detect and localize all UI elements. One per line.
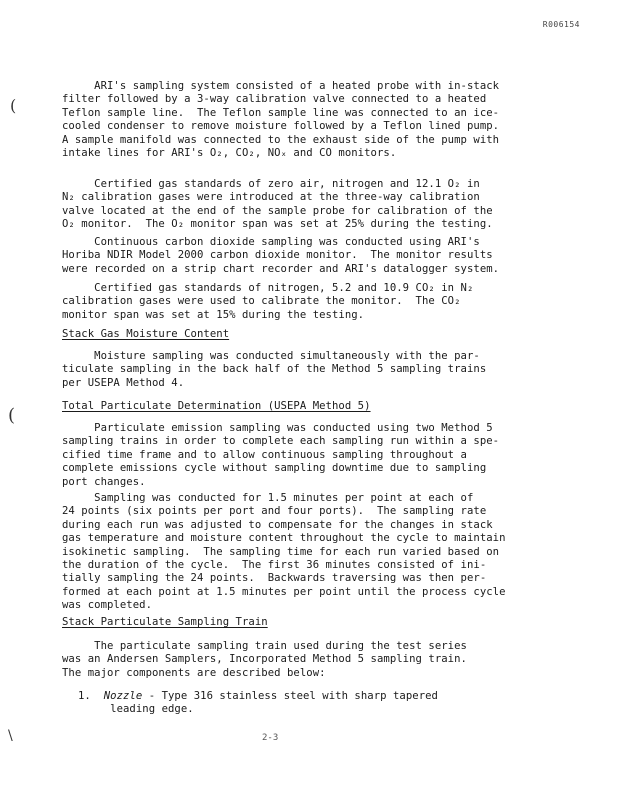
- document-id: R006154: [542, 20, 580, 29]
- paragraph-co2-calibration: Certified gas standards of nitrogen, 5.2 and 10.9 CO₂ in N₂ calibration gases were used to calibrate the monitor. The CO₂ monitor span was set at 15% during the testing.: [62, 282, 474, 321]
- paragraph-sampling-train: The particulate sampling train used during the test series was an Andersen Samplers, Incorporated Method 5 sampling train. The major components are described below:: [62, 640, 467, 679]
- margin-mark: \: [8, 728, 13, 744]
- heading-sampling-train: Stack Particulate Sampling Train: [62, 616, 268, 628]
- heading-moisture: Stack Gas Moisture Content: [62, 328, 230, 340]
- heading-particulate: Total Particulate Determination (USEPA Method 5): [62, 400, 371, 412]
- list-item-text: - Type 316 stainless steel with sharp tapered leading edge.: [110, 690, 438, 716]
- paragraph-moisture: Moisture sampling was conducted simultaneously with the par- ticulate sampling in the back half of the Method 5 sampling trains per USEPA Method 4.: [62, 350, 487, 389]
- paragraph-o2-calibration: Certified gas standards of zero air, nitrogen and 12.1 O₂ in N₂ calibration gases were introduced at the three-way calibration valve located at the end of the sample probe for calibration of the O₂ monitor. The O₂ monitor span was set at 25% during the testing.: [62, 178, 493, 231]
- list-item-number: 1.: [78, 690, 91, 702]
- paragraph-particulate-2: Sampling was conducted for 1.5 minutes per point at each of 24 points (six points per port and four ports). The sampling rate during each run was adjusted to compensate for the changes in stack gas temperature and moisture content throughout the cycle to maintain isokinetic sampling. The sampling time for each run varied based on the duration of the cycle. The first 36 minutes consisted of ini- tially sampling the 24 points. Backwards traversing was then per- formed at each point at 1.5 minutes per point until the process cycle was completed.: [62, 492, 506, 612]
- list-item-term: Nozzle: [103, 690, 143, 702]
- paragraph-sampling-system: ARI's sampling system consisted of a heated probe with in-stack filter followed by a 3-way calibration valve connected to a heated Teflon sample line. The Teflon sample line was connected to an ice- cooled condenser to remove moisture followed by a Teflon lined pump. A sample manifold was connected to the exhaust side of the pump with intake lines for ARI's O₂, CO₂, NOₓ and CO monitors.: [62, 80, 500, 160]
- page-number: 2-3: [262, 733, 279, 743]
- margin-mark: (: [8, 405, 16, 426]
- list-item: [78, 690, 578, 717]
- paragraph-particulate-1: Particulate emission sampling was conducted using two Method 5 sampling trains in order to complete each sampling run within a spe- cified time frame and to allow continuous sampling throughout a complete emissions cycle without sampling downtime due to sampling port changes.: [62, 422, 500, 488]
- paragraph-co2-sampling: Continuous carbon dioxide sampling was conducted using ARI's Horiba NDIR Model 2000 carbon dioxide monitor. The monitor results were recorded on a strip chart recorder and ARI's datalogger system.: [62, 236, 500, 275]
- margin-mark: (: [10, 96, 17, 115]
